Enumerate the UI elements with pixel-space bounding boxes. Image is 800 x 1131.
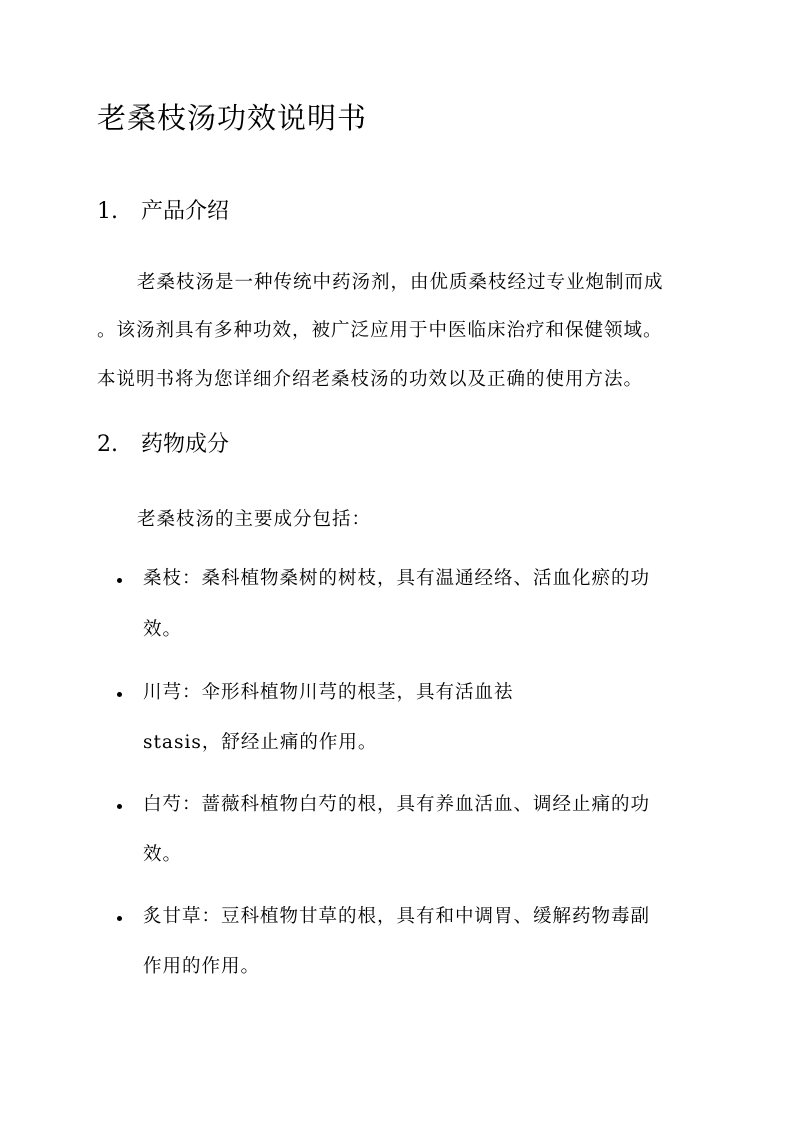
document-title: 老桑枝汤功效说明书 <box>97 101 368 135</box>
ingredients-intro: 老桑枝汤的主要成分包括： <box>137 509 372 530</box>
bullet-dot <box>117 692 122 697</box>
list-item-line: stasis，舒经止痛的作用。 <box>143 732 378 753</box>
paragraph-line: 本说明书将为您详细介绍老桑枝汤的功效以及正确的使用方法。 <box>97 369 644 390</box>
section-heading-ingredients <box>97 430 229 460</box>
list-item-line: 川芎：伞形科植物川芎的根茎，具有活血祛 <box>143 682 514 703</box>
list-item-line: 效。 <box>143 619 183 640</box>
list-item-line: 白芍：蔷薇科植物白芍的根，具有养血活血、调经止痛的功 <box>143 794 651 815</box>
section-number: 2. <box>97 432 118 457</box>
list-item-line: 效。 <box>143 844 183 865</box>
list-item-line: 桑枝：桑科植物桑树的树枝，具有温通经络、活血化瘀的功 <box>143 568 651 589</box>
section-number: 1. <box>97 199 118 224</box>
list-item-line: 炙甘草：豆科植物甘草的根，具有和中调胃、缓解药物毒副 <box>143 906 651 927</box>
bullet-dot <box>117 916 122 921</box>
list-item-line: 作用的作用。 <box>143 956 261 977</box>
section-title: 药物成分 <box>141 432 230 457</box>
section-title: 产品介绍 <box>141 199 230 224</box>
bullet-dot <box>117 804 122 809</box>
paragraph-line: 老桑枝汤是一种传统中药汤剂，由优质桑枝经过专业炮制而成 <box>137 272 664 293</box>
section-heading-intro <box>97 197 229 227</box>
bullet-dot <box>117 578 122 583</box>
paragraph-line: 。该汤剂具有多种功效，被广泛应用于中医临床治疗和保健领域。 <box>97 320 663 341</box>
